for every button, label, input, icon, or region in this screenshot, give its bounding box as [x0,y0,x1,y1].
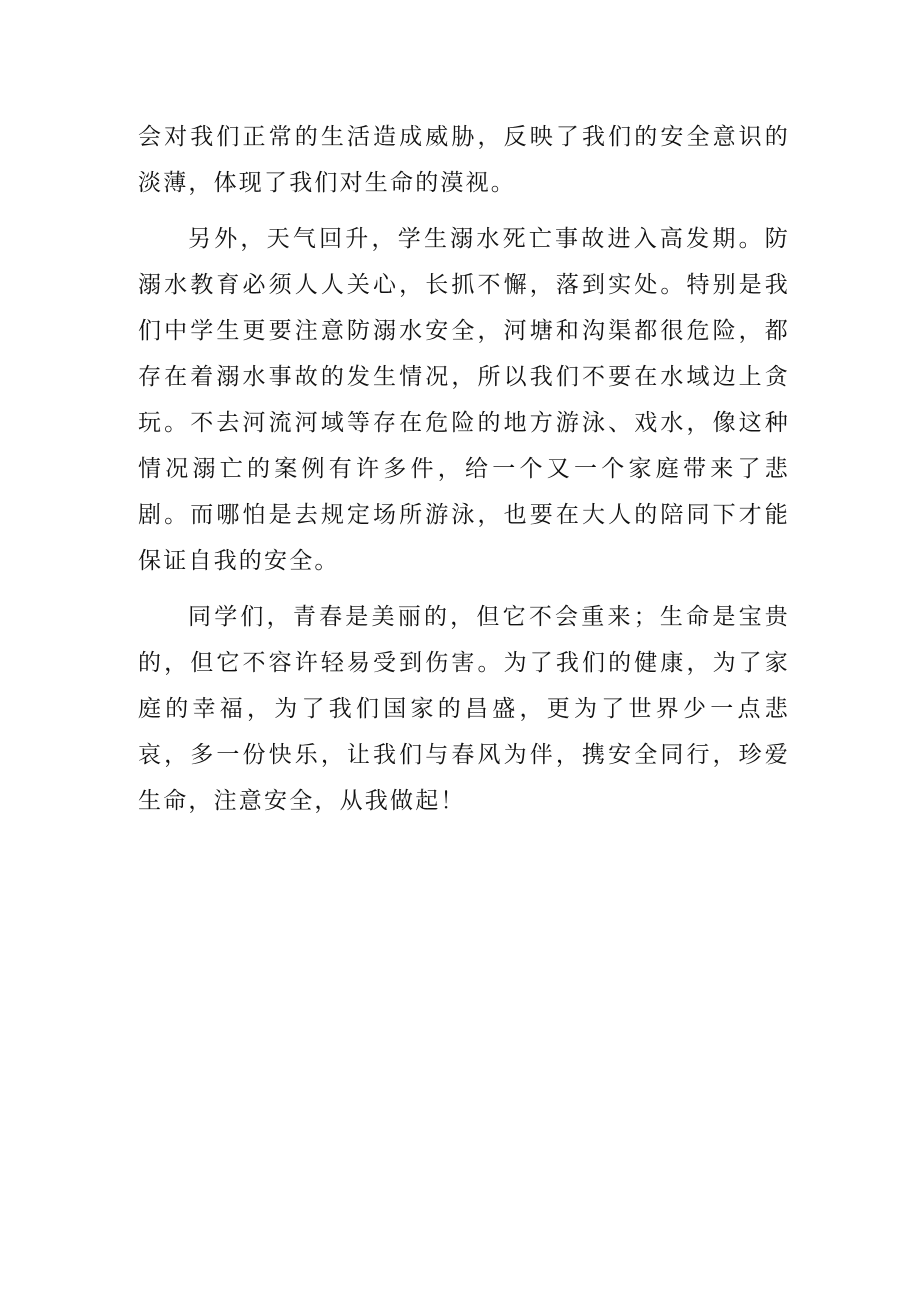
document-body [138,114,790,834]
paragraph-2: 另外，天气回升，学生溺水死亡事故进入高发期。防溺水教育必须人人关心，长抓不懈，落到实处。特别是我们中学生更要注意防溺水安全，河塘和沟渠都很危险，都存在着溺水事故的发生情况，所以我们不要在水域边上贪玩。不去河流河域等存在危险的地方游泳、戏水，像这种情况溺亡的案例有许多件，给一个又一个家庭带来了悲剧。而哪怕是去规定场所游泳，也要在大人的陪同下才能保证自我的安全。 [138,226,790,574]
paragraph-3: 同学们，青春是美丽的，但它不会重来；生命是宝贵的，但它不容许轻易受到伤害。为了我们的健康，为了家庭的幸福，为了我们国家的昌盛，更为了世界少一点悲哀，多一份快乐，让我们与春风为伴，携安全同行，珍爱生命，注意安全，从我做起！ [138,604,790,814]
paragraph-1: 会对我们正常的生活造成威胁，反映了我们的安全意识的淡薄，体现了我们对生命的漠视。 [138,124,790,196]
